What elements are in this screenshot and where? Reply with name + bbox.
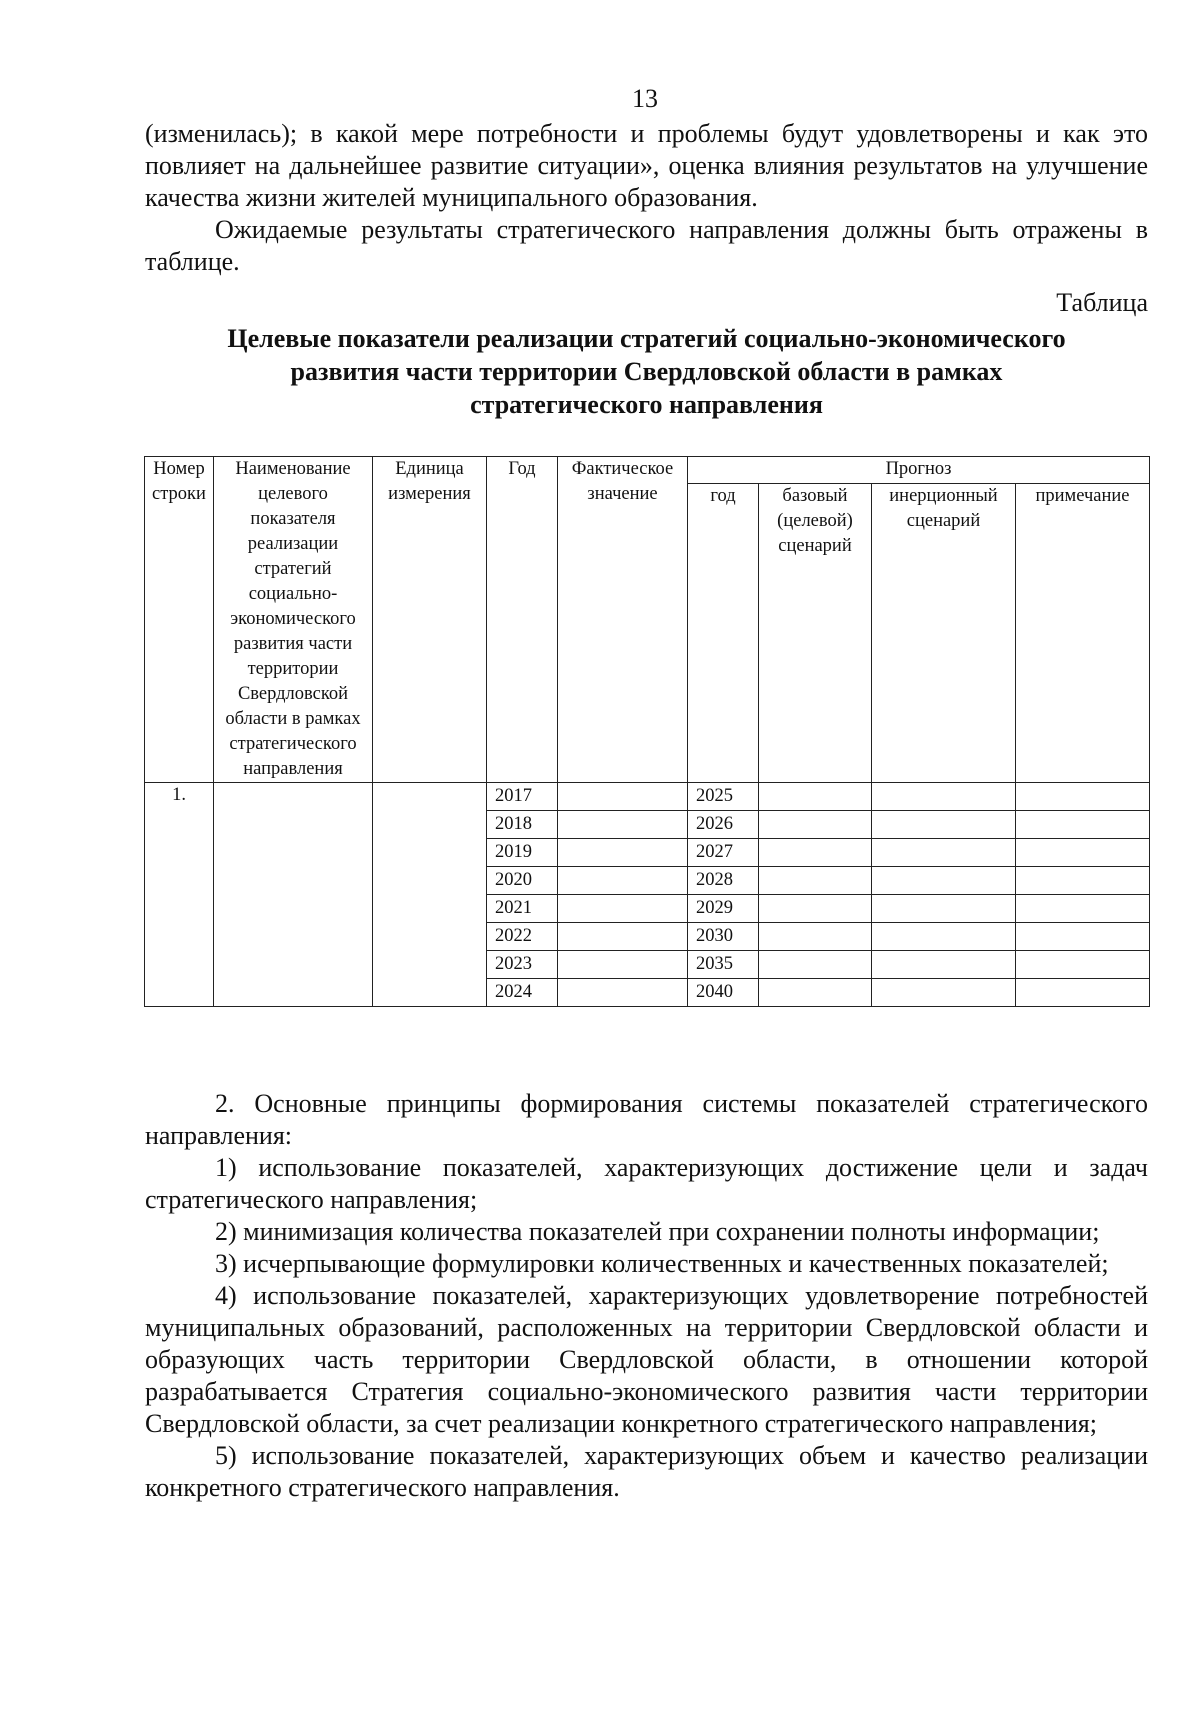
cell-inertial-scenario xyxy=(872,839,1016,867)
table-row xyxy=(145,783,1150,811)
cell-actual-year: 2021 xyxy=(487,895,558,923)
cell-forecast-year: 2027 xyxy=(688,839,759,867)
cell-actual-value xyxy=(558,783,688,811)
cell-actual-value xyxy=(558,839,688,867)
principle-item-2: 2) минимизация количества показателей при сохранении полноты информации; xyxy=(215,1217,1100,1246)
header-inertial-scenario: инерционный сценарий xyxy=(872,484,1016,783)
cell-note xyxy=(1016,783,1150,811)
header-actual-value: Фактическое значение xyxy=(558,457,688,783)
cell-base-scenario xyxy=(759,867,872,895)
header-forecast-year: год xyxy=(688,484,759,783)
cell-actual-value xyxy=(558,979,688,1007)
principle-item-4: 4) использование показателей, характеризующих удовлетворение потребностей муниципальных образований, расположенных на территории Свердловской области и образующих часть территории Свердловской области, в отношении которой разрабатывается Стратегия социально-экономического развития части территории Свердловской области, за счет реализации конкретного стратегического направления; xyxy=(145,1281,1148,1438)
table-header-row-1 xyxy=(145,457,1150,484)
cell-actual-value xyxy=(558,951,688,979)
cell-actual-year: 2020 xyxy=(487,867,558,895)
cell-inertial-scenario xyxy=(872,923,1016,951)
table-body xyxy=(145,457,1150,1007)
cell-note xyxy=(1016,923,1150,951)
cell-forecast-year: 2028 xyxy=(688,867,759,895)
table-title xyxy=(145,322,1148,421)
cell-inertial-scenario xyxy=(872,951,1016,979)
cell-actual-year: 2022 xyxy=(487,923,558,951)
cell-note xyxy=(1016,979,1150,1007)
cell-base-scenario xyxy=(759,839,872,867)
cell-forecast-year: 2029 xyxy=(688,895,759,923)
principle-item-5: 5) использование показателей, характеризующих объем и качество реализации конкретного стратегического направления. xyxy=(145,1441,1148,1502)
intro-paragraph-2: Ожидаемые результаты стратегического направления должны быть отражены в таблице. xyxy=(145,215,1148,276)
cell-forecast-year: 2025 xyxy=(688,783,759,811)
table-title-line-3: стратегического направления xyxy=(470,390,823,419)
header-unit: Единица измерения xyxy=(373,457,487,783)
cell-base-scenario xyxy=(759,979,872,1007)
cell-forecast-year: 2026 xyxy=(688,811,759,839)
cell-indicator-name xyxy=(214,783,373,1007)
cell-forecast-year: 2030 xyxy=(688,923,759,951)
cell-base-scenario xyxy=(759,951,872,979)
table-title-line-1: Целевые показатели реализации стратегий социально-экономического xyxy=(227,324,1066,353)
cell-forecast-year: 2040 xyxy=(688,979,759,1007)
cell-row-number: 1. xyxy=(145,783,214,1007)
cell-inertial-scenario xyxy=(872,979,1016,1007)
indicators-table xyxy=(144,456,1150,1007)
cell-actual-value xyxy=(558,811,688,839)
header-year: Год xyxy=(487,457,558,783)
cell-note xyxy=(1016,867,1150,895)
cell-actual-year: 2024 xyxy=(487,979,558,1007)
cell-base-scenario xyxy=(759,895,872,923)
cell-inertial-scenario xyxy=(872,867,1016,895)
header-row-number: Номер строки xyxy=(145,457,214,783)
cell-actual-year: 2018 xyxy=(487,811,558,839)
cell-actual-value xyxy=(558,923,688,951)
intro-paragraph-1: (изменилась); в какой мере потребности и проблемы будут удовлетворены и как это повлияет на дальнейшее развитие ситуации», оценка влияния результатов на улучшение качества жизни жителей муниципального образования. xyxy=(145,119,1148,212)
principles-section xyxy=(145,1088,1148,1504)
principle-item-1: 1) использование показателей, характеризующих достижение цели и задач стратегического направления; xyxy=(145,1153,1148,1214)
cell-inertial-scenario xyxy=(872,811,1016,839)
cell-inertial-scenario xyxy=(872,783,1016,811)
cell-actual-year: 2019 xyxy=(487,839,558,867)
principle-item-3: 3) исчерпывающие формулировки количественных и качественных показателей; xyxy=(215,1249,1109,1278)
cell-actual-year: 2023 xyxy=(487,951,558,979)
cell-actual-year: 2017 xyxy=(487,783,558,811)
cell-base-scenario xyxy=(759,923,872,951)
header-note: примечание xyxy=(1016,484,1150,783)
cell-note xyxy=(1016,839,1150,867)
table-title-line-2: развития части территории Свердловской области в рамках xyxy=(290,357,1003,386)
cell-inertial-scenario xyxy=(872,895,1016,923)
cell-actual-value xyxy=(558,867,688,895)
cell-note xyxy=(1016,895,1150,923)
header-base-scenario: базовый (целевой) сценарий xyxy=(759,484,872,783)
page-number: 13 xyxy=(632,84,658,113)
cell-note xyxy=(1016,951,1150,979)
cell-unit xyxy=(373,783,487,1007)
table-label: Таблица xyxy=(1056,288,1148,317)
header-indicator-name: Наименование целевого показателя реализации стратегий социально-экономического развития части территории Свердловской области в рамках стратегического направления xyxy=(214,457,373,783)
principles-heading: 2. Основные принципы формирования системы показателей стратегического направления: xyxy=(145,1089,1148,1150)
cell-note xyxy=(1016,811,1150,839)
cell-base-scenario xyxy=(759,783,872,811)
cell-actual-value xyxy=(558,895,688,923)
cell-forecast-year: 2035 xyxy=(688,951,759,979)
header-forecast: Прогноз xyxy=(688,457,1150,484)
cell-base-scenario xyxy=(759,811,872,839)
